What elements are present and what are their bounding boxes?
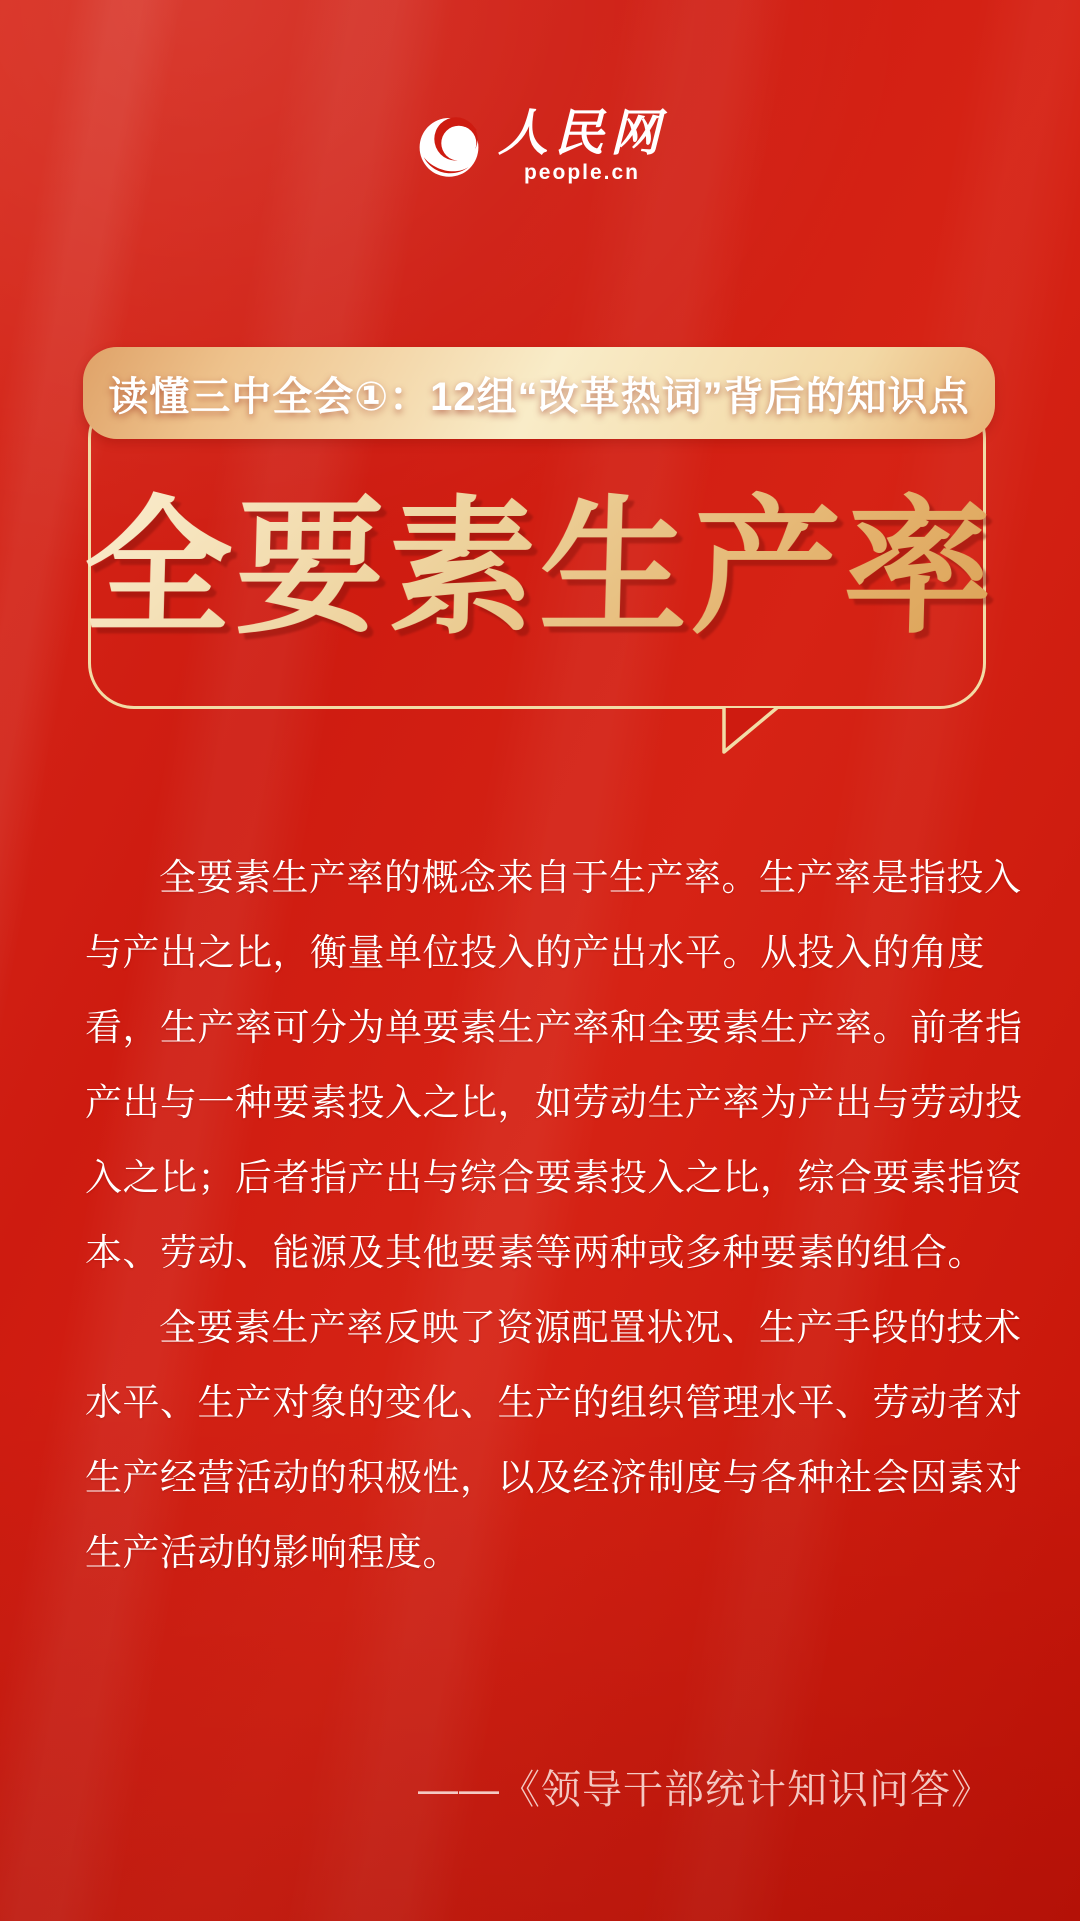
source-attribution: ——《领导干部统计知识问答》 [418,1768,992,1812]
body-line: 全要素生产率反映了资源配置状况、生产手段的技术 [159,1307,1022,1348]
body-line: 生产活动的影响程度。 [85,1532,460,1573]
people-cn-globe-icon [414,111,484,181]
series-banner-title: 读懂三中全会①：12组“改革热词”背后的知识点 [108,374,970,419]
body-line: 与产出之比，衡量单位投入的产出水平。从投入的角度 [85,932,985,973]
body-line: 水平、生产对象的变化、生产的组织管理水平、劳动者对 [85,1382,1023,1423]
people-cn-logo [414,103,666,184]
logo-zh-text: 人民网 [498,103,666,162]
logo-en-text: people.cn [523,161,641,184]
keyword-title: 全要素生产率 [0,488,1080,651]
body-line: 全要素生产率的概念来自于生产率。生产率是指投入 [159,857,1022,898]
body-line: 入之比；后者指产出与综合要素投入之比，综合要素指资 [85,1157,1023,1198]
series-banner [83,347,995,439]
body-text-block [85,840,1023,1590]
body-line: 生产经营活动的积极性，以及经济制度与各种社会因素对 [85,1457,1023,1498]
body-line: 看，生产率可分为单要素生产率和全要素生产率。前者指 [85,1007,1023,1048]
body-line: 产出与一种要素投入之比，如劳动生产率为产出与劳动投 [85,1082,1023,1123]
body-line: 本、劳动、能源及其他要素等两种或多种要素的组合。 [85,1232,985,1273]
speech-bubble-tail [720,707,792,761]
logo-text-block [498,103,666,184]
